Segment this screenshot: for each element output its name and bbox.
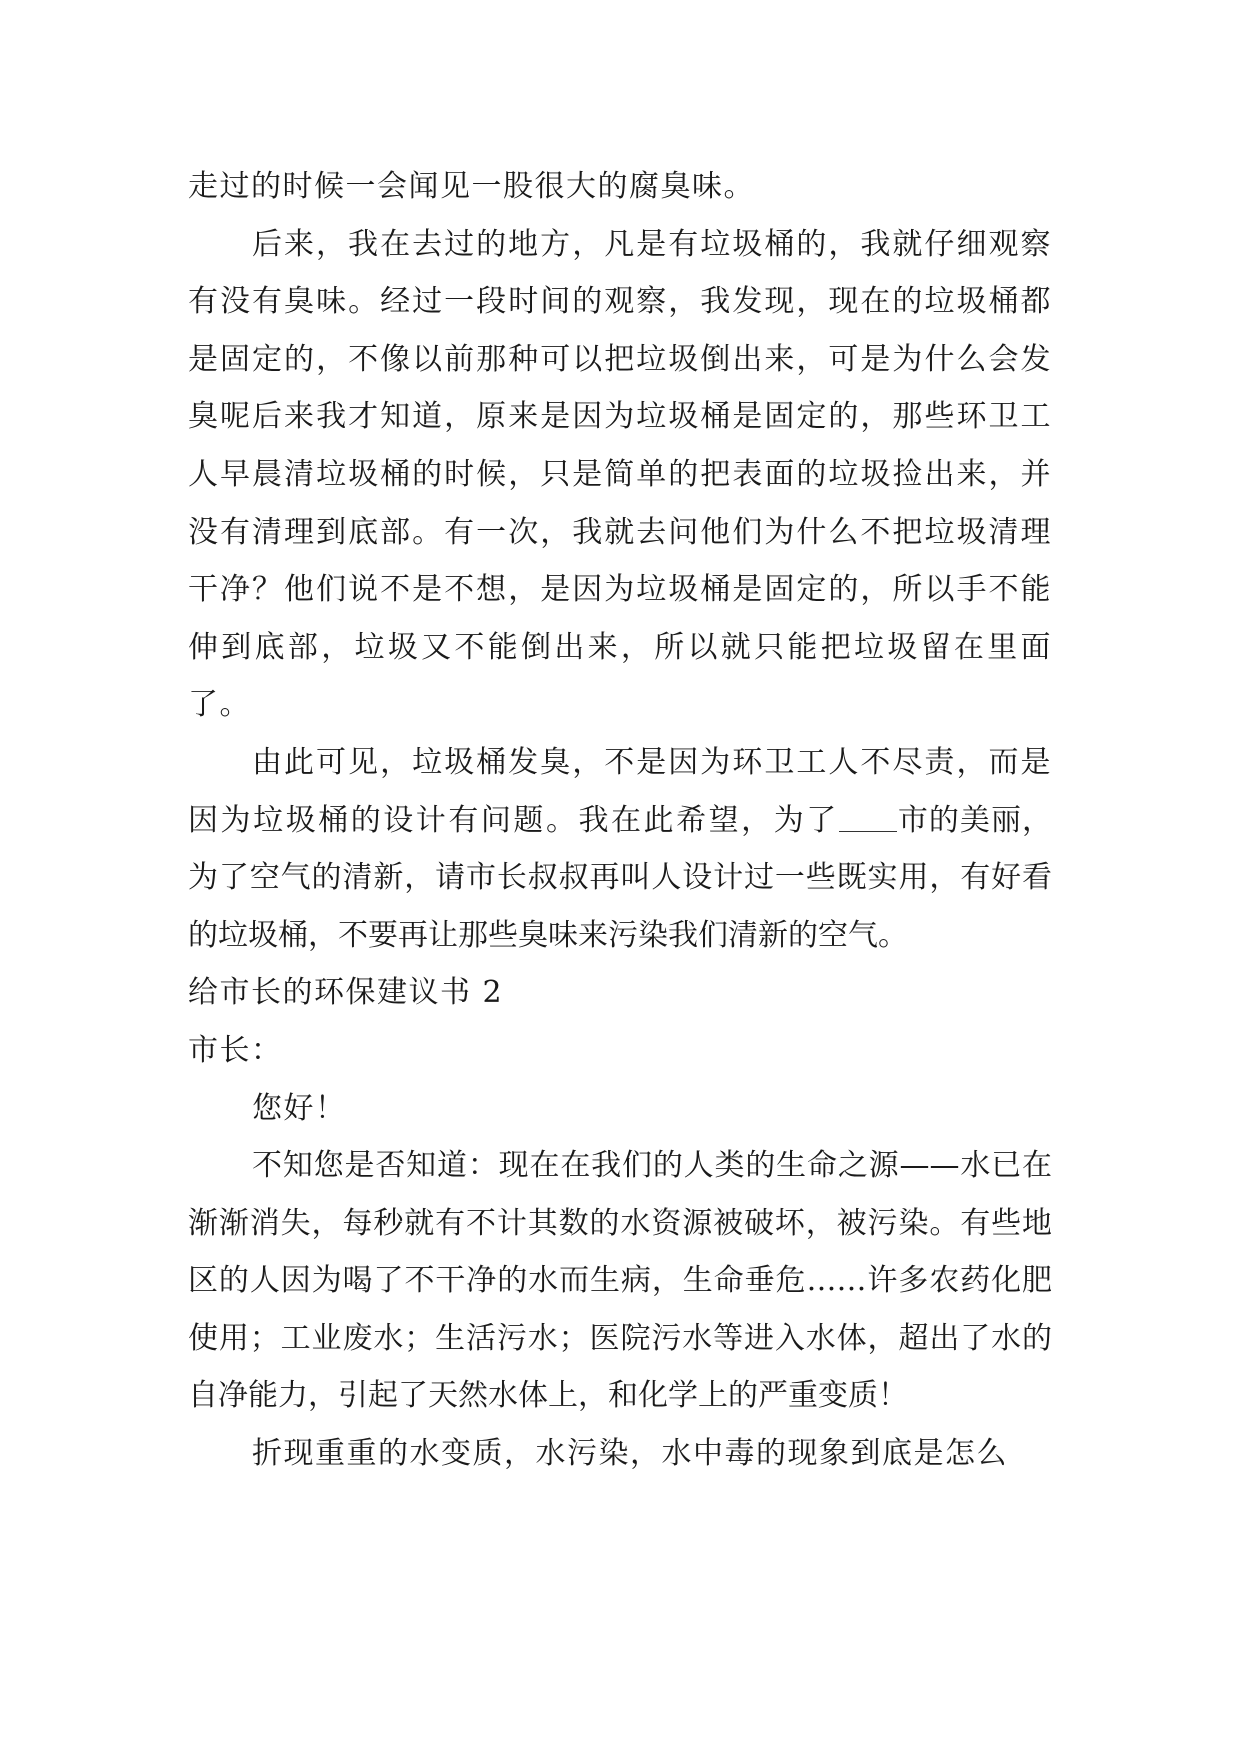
conclusion-text-end: 市的美丽，为了空气的清新，请市长叔叔再叫人设计过一些既实用，有好看的垃圾桶，不要再让那些臭味来污染我们清新的空气。	[188, 802, 1053, 953]
section-title: 给市长的环保建议书 2	[188, 975, 504, 1011]
paragraph-last: 折现重重的水变质，水污染，水中毒的现象到底是怎么	[252, 1436, 1008, 1472]
paragraph-conclusion	[188, 734, 1052, 964]
conclusion-text-start: 由此可见，垃圾桶发臭，不是因为环卫工人不尽责，而是因为垃圾桶的设计有问题。我在此希望，为了	[188, 744, 1052, 838]
paragraph-water: 不知您是否知道：现在在我们的人类的生命之源——水已在渐渐消失，每秒就有不计其数的水资源被破坏，被污染。有些地区的人因为喝了不干净的水而生病，生命垂危……许多农药化肥使用；工业废水；生活污水；医院污水等进入水体，超出了水的自净能力，引起了天然水体上，和化学上的严重变质！	[188, 1148, 1052, 1414]
paragraph-continued: 走过的时候一会闻见一股很大的腐臭味。	[188, 169, 755, 204]
document-body	[188, 158, 1052, 1483]
fill-in-blank	[839, 801, 897, 832]
greeting: 您好！	[252, 1090, 347, 1126]
paragraph-observation: 后来，我在去过的地方，凡是有垃圾桶的，我就仔细观察有没有臭味。经过一段时间的观察，我发现，现在的垃圾桶都是固定的，不像以前那种可以把垃圾倒出来，可是为什么会发臭呢后来我才知道，原来是因为垃圾桶是固定的，那些环卫工人早晨清垃圾桶的时候，只是简单的把表面的垃圾捡出来，并没有清理到底部。有一次，我就去问他们为什么不把垃圾清理干净？他们说不是不想，是因为垃圾桶是固定的，所以手不能伸到底部，垃圾又不能倒出来，所以就只能把垃圾留在里面了。	[188, 226, 1052, 723]
salutation: 市长：	[188, 1032, 283, 1068]
